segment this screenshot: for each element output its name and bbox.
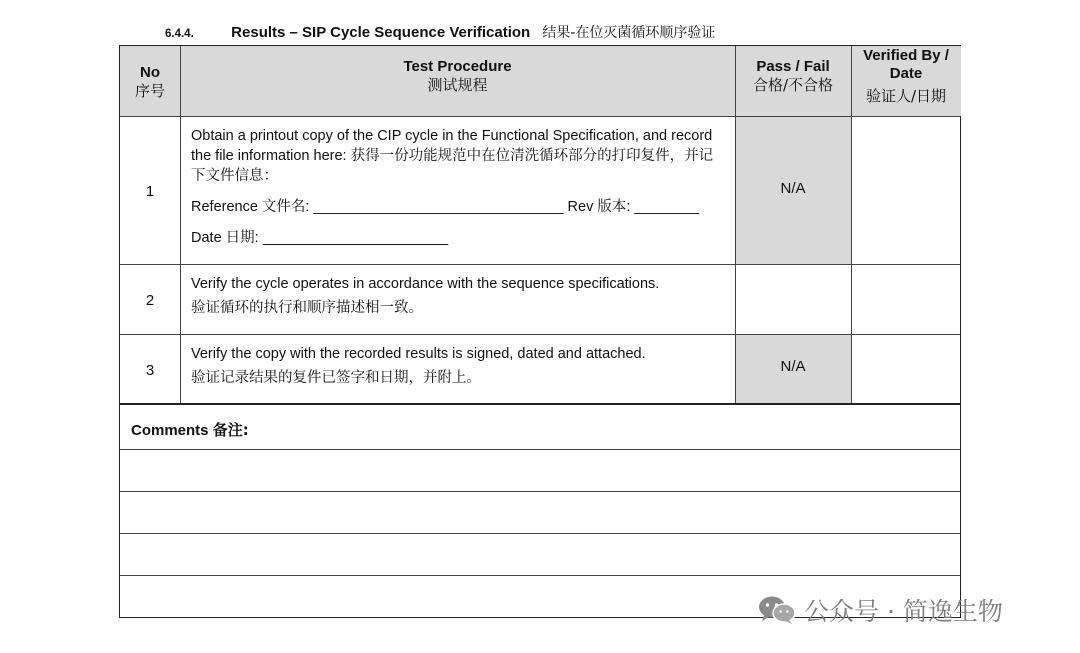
header-verified-label: Verified By / Date — [863, 47, 949, 82]
row1-date-label: Date 日期: — [191, 230, 263, 246]
row2-text-en: Verify the cycle operates in accordance with the sequence specifications. — [191, 276, 660, 292]
header-procedure-label-cn: 测试规程 — [427, 76, 488, 94]
header-pass-fail-label: Pass / Fail — [756, 58, 830, 75]
row1-procedure — [180, 116, 735, 248]
col-divider-2 — [735, 46, 736, 404]
comments-line-4 — [120, 575, 960, 576]
row1-text-en: Obtain a printout copy of the CIP cycle in the Functional Specification, and record the file information here: — [191, 128, 713, 164]
comments-line-1 — [120, 449, 960, 450]
row1-date-blank: _______________________ — [262, 230, 449, 246]
section-number: 6.4.4. — [165, 28, 194, 40]
section-title: Results – SIP Cycle Sequence Verification — [231, 24, 531, 41]
section-heading — [165, 22, 715, 42]
row-divider-3 — [120, 403, 960, 405]
section-title-cn: 结果-在位灭菌循环顺序验证 — [542, 25, 716, 41]
header-no-label: No — [140, 64, 160, 81]
header-no — [120, 63, 180, 101]
comments-line-2 — [120, 491, 960, 492]
row2-procedure — [180, 264, 735, 318]
row3-text-en: Verify the copy with the recorded results is signed, dated and attached. — [191, 346, 646, 362]
row3-text-cn: 验证记录结果的复件已签字和日期，并附上。 — [191, 370, 481, 386]
row1-reference-label: Reference 文件名: — [191, 199, 314, 215]
row2-no: 2 — [145, 292, 155, 309]
row1-rev-blank: ________ — [634, 199, 699, 215]
row1-text-cn: 获得一份功能规范中在位清洗循环部分的打印复件，并记下文件信息： — [191, 148, 714, 184]
wechat-icon — [758, 595, 796, 625]
row3-pass-fail: N/A — [780, 358, 806, 375]
header-verified — [851, 47, 961, 106]
row3-no: 3 — [145, 362, 155, 379]
watermark-text: 公众号 · 简逸生物 — [804, 597, 1003, 626]
header-procedure-label: Test Procedure — [403, 58, 512, 75]
comments-label-en: Comments — [131, 422, 209, 439]
row1-reference-blank: _______________________________ — [313, 199, 564, 215]
comments-line-3 — [120, 533, 960, 534]
row1-no: 1 — [145, 183, 155, 200]
header-no-label-cn: 序号 — [134, 82, 165, 100]
watermark — [758, 592, 1003, 628]
row2-text-cn: 验证循环的执行和顺序描述相一致。 — [191, 300, 423, 316]
row1-pass-fail: N/A — [780, 180, 806, 197]
header-pass-fail — [735, 57, 851, 95]
results-table — [119, 45, 961, 618]
header-procedure — [180, 57, 735, 95]
row3-procedure — [180, 334, 735, 388]
comments-label — [131, 419, 249, 440]
comments-label-cn: 备注: — [212, 421, 249, 439]
header-verified-label-cn: 验证人/日期 — [865, 87, 947, 105]
row1-rev-label: Rev 版本: — [567, 199, 635, 215]
header-pass-fail-label-cn: 合格/不合格 — [752, 76, 834, 94]
